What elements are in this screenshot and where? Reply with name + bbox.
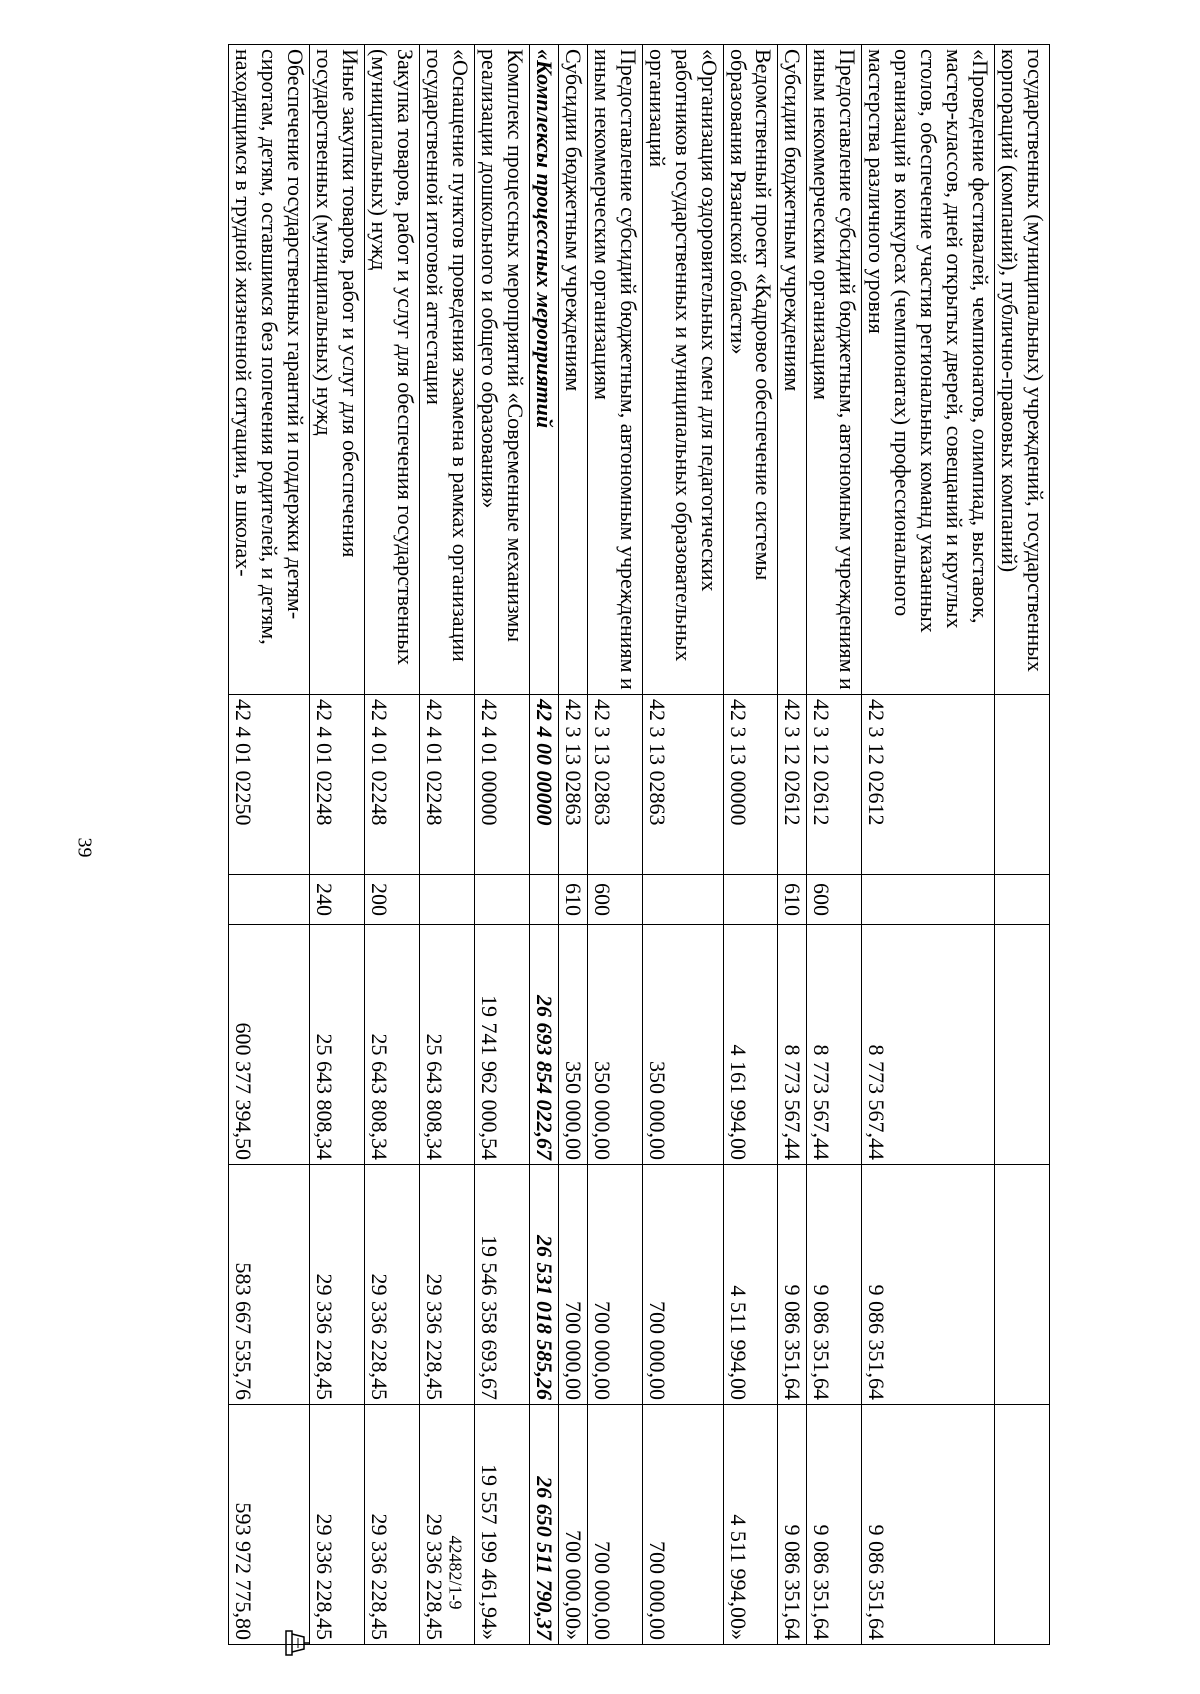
row-year2-amount-cell: 26 531 018 585,26 xyxy=(529,1165,558,1405)
table-row xyxy=(995,45,1050,1645)
row-expense-type-cell: 610 xyxy=(778,875,807,925)
row-year1-amount-cell: 350 000,00 xyxy=(587,925,642,1165)
row-year3-amount-cell: 700 000,00 xyxy=(587,1405,642,1645)
row-year3-amount-cell: 9 086 351,64 xyxy=(807,1405,862,1645)
row-name-cell: Обеспечение государственных гарантий и поддержки детям-сиротам, детям, оставшимся без попечения родителей, и детям, находящимся в трудной жизненной ситуации, в школах- xyxy=(229,45,310,695)
row-code-cell: 42 3 13 02863 xyxy=(587,695,642,875)
row-name-cell: «Организация оздоровительных смен для педагогических работников государственных и муниципальных образовательных организаций xyxy=(642,45,723,695)
row-expense-type-cell: 610 xyxy=(558,875,587,925)
row-name-cell: «Проведение фестивалей, чемпионатов, олимпиад, выставок, мастер-классов, дней открытых дверей, совещаний и круглых столов, обеспечение участия региональных команд указанных организаций в конкурсах (чемпионатах) профессионального мастерства различного уровня xyxy=(862,45,995,695)
table-row xyxy=(229,45,310,1645)
row-year2-amount-cell: 4 511 994,00 xyxy=(723,1165,778,1405)
row-expense-type-cell: 240 xyxy=(310,875,365,925)
budget-table xyxy=(228,44,1050,1645)
table-row xyxy=(365,45,420,1645)
row-name-cell: Закупка товаров, работ и услуг для обеспечения государственных (муниципальных) нужд xyxy=(365,45,420,695)
row-year1-amount-cell: 8 773 567,44 xyxy=(807,925,862,1165)
row-name-cell: Иные закупки товаров, работ и услуг для обеспечения государственных (муниципальных) нужд xyxy=(310,45,365,695)
row-year1-amount-cell: 8 773 567,44 xyxy=(862,925,995,1165)
row-code-cell xyxy=(995,695,1050,875)
row-year2-amount-cell: 700 000,00 xyxy=(558,1165,587,1405)
row-name-cell: Предоставление субсидий бюджетным, автономным учреждениям и иным некоммерческим организациям xyxy=(587,45,642,695)
row-expense-type-cell: 600 xyxy=(807,875,862,925)
row-year2-amount-cell: 29 336 228,45 xyxy=(310,1165,365,1405)
row-year3-amount-cell: 700 000,00 xyxy=(642,1405,723,1645)
row-code-cell: 42 3 13 00000 xyxy=(723,695,778,875)
table-row xyxy=(558,45,587,1645)
row-code-cell: 42 4 01 02248 xyxy=(420,695,475,875)
row-year2-amount-cell: 700 000,00 xyxy=(587,1165,642,1405)
row-year2-amount-cell: 9 086 351,64 xyxy=(862,1165,995,1405)
row-year3-amount-cell: 26 650 511 790,37 xyxy=(529,1405,558,1645)
row-year3-amount-cell: 19 557 199 461,94» xyxy=(474,1405,529,1645)
row-year3-amount-cell: 9 086 351,64 xyxy=(778,1405,807,1645)
row-name-cell: Субсидии бюджетным учреждениям xyxy=(778,45,807,695)
page-number: 39 xyxy=(73,837,96,858)
row-code-cell: 42 3 13 02863 xyxy=(558,695,587,875)
row-name-cell: Предоставление субсидий бюджетным, автономным учреждениям и иным некоммерческим организациям xyxy=(807,45,862,695)
row-code-cell: 42 3 12 02612 xyxy=(807,695,862,875)
table-row xyxy=(778,45,807,1645)
row-year1-amount-cell: 19 741 962 000,54 xyxy=(474,925,529,1165)
row-expense-type-cell xyxy=(862,875,995,925)
budget-table-rotated xyxy=(170,44,1050,1644)
row-name-cell: Ведомственный проект «Кадровое обеспечение системы образования Рязанской области» xyxy=(723,45,778,695)
row-code-cell: 42 4 01 00000 xyxy=(474,695,529,875)
row-year3-amount-cell: 9 086 351,64 xyxy=(862,1405,995,1645)
row-expense-type-cell xyxy=(642,875,723,925)
row-expense-type-cell xyxy=(995,875,1050,925)
row-year1-amount-cell: 26 693 854 022,67 xyxy=(529,925,558,1165)
row-year2-amount-cell: 29 336 228,45 xyxy=(365,1165,420,1405)
table-row xyxy=(807,45,862,1645)
row-expense-type-cell: 600 xyxy=(587,875,642,925)
row-year2-amount-cell: 9 086 351,64 xyxy=(807,1165,862,1405)
row-year3-amount-cell: 29 336 228,45 xyxy=(365,1405,420,1645)
row-year1-amount-cell: 600 377 394,50 xyxy=(229,925,310,1165)
row-year2-amount-cell: 583 667 535,76 xyxy=(229,1165,310,1405)
row-year2-amount-cell: 29 336 228,45 xyxy=(420,1165,475,1405)
row-name-cell: государственных (муниципальных) учреждений, государственных корпораций (компаний), публично-правовых компаний) xyxy=(995,45,1050,695)
table-row xyxy=(420,45,475,1645)
row-expense-type-cell: 200 xyxy=(365,875,420,925)
row-year1-amount-cell xyxy=(995,925,1050,1165)
row-name-cell: «Оснащение пунктов проведения экзамена в рамках организации государственной итоговой аттестации xyxy=(420,45,475,695)
row-year3-amount-cell: 4 511 994,00» xyxy=(723,1405,778,1645)
table-row xyxy=(642,45,723,1645)
row-year1-amount-cell: 8 773 567,44 xyxy=(778,925,807,1165)
row-code-cell: 42 3 13 02863 xyxy=(642,695,723,875)
row-code-cell: 42 3 12 02612 xyxy=(862,695,995,875)
row-year1-amount-cell: 25 643 808,34 xyxy=(420,925,475,1165)
row-year1-amount-cell: 25 643 808,34 xyxy=(310,925,365,1165)
row-code-cell: 42 3 12 02612 xyxy=(778,695,807,875)
table-row xyxy=(723,45,778,1645)
row-year3-amount-cell: 29 336 228,45 xyxy=(310,1405,365,1645)
row-expense-type-cell xyxy=(474,875,529,925)
table-body xyxy=(229,45,1050,1645)
row-year2-amount-cell: 700 000,00 xyxy=(642,1165,723,1405)
row-year1-amount-cell: 350 000,00 xyxy=(558,925,587,1165)
printer-logo-icon xyxy=(282,1629,312,1657)
row-year3-amount-cell: 700 000,00» xyxy=(558,1405,587,1645)
row-expense-type-cell xyxy=(229,875,310,925)
table-row xyxy=(529,45,558,1645)
row-expense-type-cell xyxy=(723,875,778,925)
row-year3-amount-cell xyxy=(995,1405,1050,1645)
row-code-cell: 42 4 00 00000 xyxy=(529,695,558,875)
row-code-cell: 42 4 01 02248 xyxy=(310,695,365,875)
row-expense-type-cell xyxy=(529,875,558,925)
row-year1-amount-cell: 25 643 808,34 xyxy=(365,925,420,1165)
row-year2-amount-cell xyxy=(995,1165,1050,1405)
row-code-cell: 42 4 01 02248 xyxy=(365,695,420,875)
row-year3-amount-cell: 29 336 228,45 xyxy=(420,1405,475,1645)
table-row xyxy=(587,45,642,1645)
row-year2-amount-cell: 9 086 351,64 xyxy=(778,1165,807,1405)
document-code: 42482/1-9 xyxy=(445,1535,466,1610)
row-year1-amount-cell: 350 000,00 xyxy=(642,925,723,1165)
row-name-cell: Субсидии бюджетным учреждениям xyxy=(558,45,587,695)
row-year3-amount-cell: 593 972 775,80 xyxy=(229,1405,310,1645)
row-expense-type-cell xyxy=(420,875,475,925)
row-year1-amount-cell: 4 161 994,00 xyxy=(723,925,778,1165)
row-code-cell: 42 4 01 02250 xyxy=(229,695,310,875)
row-name-cell: Комплекс процессных мероприятий «Современные механизмы реализации дошкольного и общего образования» xyxy=(474,45,529,695)
table-row xyxy=(310,45,365,1645)
row-year2-amount-cell: 19 546 358 693,67 xyxy=(474,1165,529,1405)
table-row xyxy=(474,45,529,1645)
table-row xyxy=(862,45,995,1645)
row-name-cell: «Комплексы процессных мероприятий xyxy=(529,45,558,695)
